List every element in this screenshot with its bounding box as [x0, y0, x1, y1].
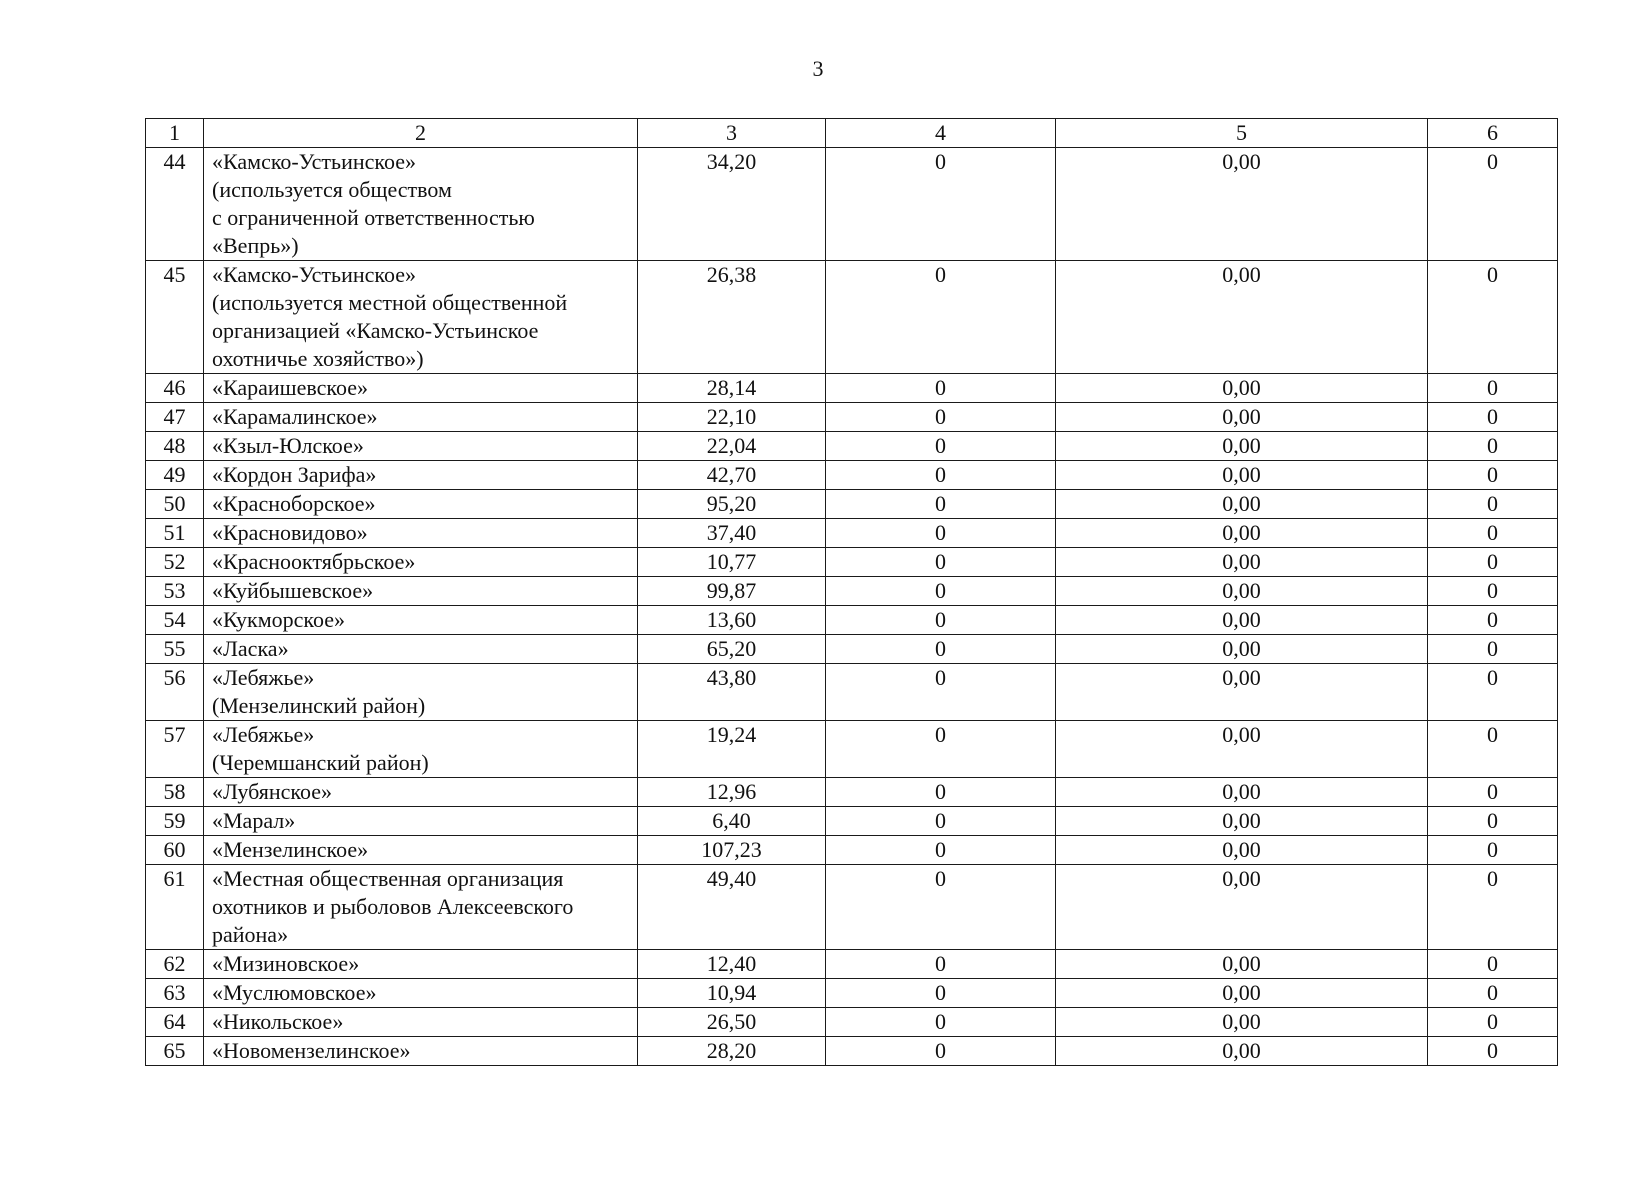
- cell-col-4: 0: [826, 606, 1056, 635]
- table-row: [146, 606, 1558, 635]
- cell-col-5: 0,00: [1056, 721, 1428, 778]
- cell-col-5: 0,00: [1056, 807, 1428, 836]
- cell-name: «Куйбышевское»: [204, 577, 638, 606]
- cell-col-4: 0: [826, 490, 1056, 519]
- cell-area: 12,96: [638, 778, 826, 807]
- cell-col-5: 0,00: [1056, 865, 1428, 950]
- table-row: [146, 664, 1558, 721]
- cell-col-4: 0: [826, 635, 1056, 664]
- cell-number: 44: [146, 148, 204, 261]
- cell-area: 99,87: [638, 577, 826, 606]
- cell-col-6: 0: [1428, 979, 1558, 1008]
- table-row: [146, 721, 1558, 778]
- page-number: 3: [812, 56, 824, 81]
- cell-col-6: 0: [1428, 807, 1558, 836]
- cell-col-4: 0: [826, 432, 1056, 461]
- cell-area: 13,60: [638, 606, 826, 635]
- cell-name: «Лебяжье» (Мензелинский район): [204, 664, 638, 721]
- cell-number: 47: [146, 403, 204, 432]
- cell-number: 45: [146, 261, 204, 374]
- cell-col-4: 0: [826, 548, 1056, 577]
- cell-col-4: 0: [826, 519, 1056, 548]
- cell-number: 46: [146, 374, 204, 403]
- cell-col-5: 0,00: [1056, 950, 1428, 979]
- table-row: [146, 148, 1558, 261]
- table-row: [146, 979, 1558, 1008]
- table-row: [146, 1008, 1558, 1037]
- cell-col-6: 0: [1428, 490, 1558, 519]
- cell-name: «Красноборское»: [204, 490, 638, 519]
- cell-name: «Лебяжье» (Черемшанский район): [204, 721, 638, 778]
- cell-area: 65,20: [638, 635, 826, 664]
- cell-col-6: 0: [1428, 865, 1558, 950]
- cell-area: 42,70: [638, 461, 826, 490]
- cell-number: 48: [146, 432, 204, 461]
- cell-name: «Камско-Устьинское» (используется местной общественной организацией «Камско-Устьинское охотничье хозяйство»): [204, 261, 638, 374]
- cell-area: 95,20: [638, 490, 826, 519]
- table-row: [146, 807, 1558, 836]
- cell-area: 12,40: [638, 950, 826, 979]
- cell-col-4: 0: [826, 261, 1056, 374]
- cell-col-6: 0: [1428, 836, 1558, 865]
- cell-name: «Лубянское»: [204, 778, 638, 807]
- cell-col-5: 0,00: [1056, 403, 1428, 432]
- table-row: [146, 836, 1558, 865]
- table-row: [146, 261, 1558, 374]
- cell-area: 26,38: [638, 261, 826, 374]
- cell-col-5: 0,00: [1056, 148, 1428, 261]
- cell-name: «Кордон Зарифа»: [204, 461, 638, 490]
- cell-col-5: 0,00: [1056, 836, 1428, 865]
- cell-col-6: 0: [1428, 778, 1558, 807]
- cell-name: «Красновидово»: [204, 519, 638, 548]
- cell-col-6: 0: [1428, 721, 1558, 778]
- cell-number: 54: [146, 606, 204, 635]
- cell-col-5: 0,00: [1056, 519, 1428, 548]
- header-col-1: 1: [146, 119, 204, 148]
- table-row: [146, 950, 1558, 979]
- cell-area: 37,40: [638, 519, 826, 548]
- cell-area: 49,40: [638, 865, 826, 950]
- cell-col-6: 0: [1428, 1008, 1558, 1037]
- cell-col-4: 0: [826, 148, 1056, 261]
- cell-number: 55: [146, 635, 204, 664]
- cell-name: «Камско-Устьинское» (используется обществом с ограниченной ответственностью «Вепрь»): [204, 148, 638, 261]
- header-col-2: 2: [204, 119, 638, 148]
- table-row: [146, 1037, 1558, 1066]
- cell-number: 50: [146, 490, 204, 519]
- cell-col-6: 0: [1428, 635, 1558, 664]
- cell-col-6: 0: [1428, 548, 1558, 577]
- cell-number: 60: [146, 836, 204, 865]
- cell-number: 57: [146, 721, 204, 778]
- cell-number: 51: [146, 519, 204, 548]
- cell-col-4: 0: [826, 979, 1056, 1008]
- cell-col-5: 0,00: [1056, 490, 1428, 519]
- cell-col-4: 0: [826, 1008, 1056, 1037]
- cell-name: «Краснооктябрьское»: [204, 548, 638, 577]
- table-row: [146, 778, 1558, 807]
- cell-col-5: 0,00: [1056, 635, 1428, 664]
- cell-number: 65: [146, 1037, 204, 1066]
- cell-col-5: 0,00: [1056, 261, 1428, 374]
- table-row: [146, 577, 1558, 606]
- header-col-3: 3: [638, 119, 826, 148]
- cell-name: «Никольское»: [204, 1008, 638, 1037]
- cell-name: «Караишевское»: [204, 374, 638, 403]
- cell-col-6: 0: [1428, 461, 1558, 490]
- table-row: [146, 519, 1558, 548]
- cell-name: «Новомензелинское»: [204, 1037, 638, 1066]
- table-row: [146, 490, 1558, 519]
- header-row: [146, 119, 1558, 148]
- header-col-5: 5: [1056, 119, 1428, 148]
- table-row: [146, 403, 1558, 432]
- cell-number: 64: [146, 1008, 204, 1037]
- cell-col-6: 0: [1428, 664, 1558, 721]
- table-row: [146, 635, 1558, 664]
- cell-number: 63: [146, 979, 204, 1008]
- cell-col-4: 0: [826, 778, 1056, 807]
- cell-col-4: 0: [826, 374, 1056, 403]
- cell-col-6: 0: [1428, 261, 1558, 374]
- cell-col-5: 0,00: [1056, 374, 1428, 403]
- cell-area: 28,20: [638, 1037, 826, 1066]
- cell-col-5: 0,00: [1056, 548, 1428, 577]
- cell-name: «Мензелинское»: [204, 836, 638, 865]
- cell-col-4: 0: [826, 721, 1056, 778]
- cell-area: 28,14: [638, 374, 826, 403]
- cell-col-6: 0: [1428, 950, 1558, 979]
- cell-col-6: 0: [1428, 403, 1558, 432]
- cell-col-4: 0: [826, 664, 1056, 721]
- cell-area: 10,77: [638, 548, 826, 577]
- cell-area: 107,23: [638, 836, 826, 865]
- cell-name: «Кзыл-Юлское»: [204, 432, 638, 461]
- cell-col-5: 0,00: [1056, 979, 1428, 1008]
- table-row: [146, 865, 1558, 950]
- cell-number: 53: [146, 577, 204, 606]
- cell-number: 56: [146, 664, 204, 721]
- cell-name: «Ласка»: [204, 635, 638, 664]
- cell-col-5: 0,00: [1056, 778, 1428, 807]
- cell-col-4: 0: [826, 865, 1056, 950]
- cell-area: 22,04: [638, 432, 826, 461]
- cell-number: 62: [146, 950, 204, 979]
- cell-number: 58: [146, 778, 204, 807]
- cell-number: 59: [146, 807, 204, 836]
- cell-col-4: 0: [826, 1037, 1056, 1066]
- cell-col-6: 0: [1428, 1037, 1558, 1066]
- cell-area: 34,20: [638, 148, 826, 261]
- cell-col-4: 0: [826, 950, 1056, 979]
- cell-col-5: 0,00: [1056, 461, 1428, 490]
- table-row: [146, 548, 1558, 577]
- cell-number: 61: [146, 865, 204, 950]
- header-col-6: 6: [1428, 119, 1558, 148]
- table-row: [146, 432, 1558, 461]
- cell-area: 26,50: [638, 1008, 826, 1037]
- cell-col-4: 0: [826, 461, 1056, 490]
- cell-col-4: 0: [826, 577, 1056, 606]
- cell-col-4: 0: [826, 403, 1056, 432]
- cell-col-6: 0: [1428, 577, 1558, 606]
- cell-col-4: 0: [826, 836, 1056, 865]
- cell-number: 49: [146, 461, 204, 490]
- table-row: [146, 461, 1558, 490]
- cell-col-6: 0: [1428, 148, 1558, 261]
- data-table: [145, 118, 1558, 1066]
- cell-name: «Мизиновское»: [204, 950, 638, 979]
- cell-area: 19,24: [638, 721, 826, 778]
- header-col-4: 4: [826, 119, 1056, 148]
- cell-name: «Муслюмовское»: [204, 979, 638, 1008]
- table-header: [146, 119, 1558, 148]
- cell-col-5: 0,00: [1056, 1037, 1428, 1066]
- cell-col-5: 0,00: [1056, 664, 1428, 721]
- cell-col-6: 0: [1428, 606, 1558, 635]
- cell-area: 6,40: [638, 807, 826, 836]
- cell-col-6: 0: [1428, 374, 1558, 403]
- cell-col-5: 0,00: [1056, 1008, 1428, 1037]
- cell-col-5: 0,00: [1056, 606, 1428, 635]
- cell-number: 52: [146, 548, 204, 577]
- cell-name: «Марал»: [204, 807, 638, 836]
- cell-col-5: 0,00: [1056, 577, 1428, 606]
- cell-name: «Местная общественная организация охотников и рыболовов Алексеевского района»: [204, 865, 638, 950]
- cell-name: «Кукморское»: [204, 606, 638, 635]
- table-body: [146, 148, 1558, 1066]
- cell-area: 22,10: [638, 403, 826, 432]
- cell-col-5: 0,00: [1056, 432, 1428, 461]
- cell-col-6: 0: [1428, 432, 1558, 461]
- table-row: [146, 374, 1558, 403]
- cell-name: «Карамалинское»: [204, 403, 638, 432]
- cell-area: 43,80: [638, 664, 826, 721]
- cell-area: 10,94: [638, 979, 826, 1008]
- cell-col-4: 0: [826, 807, 1056, 836]
- cell-col-6: 0: [1428, 519, 1558, 548]
